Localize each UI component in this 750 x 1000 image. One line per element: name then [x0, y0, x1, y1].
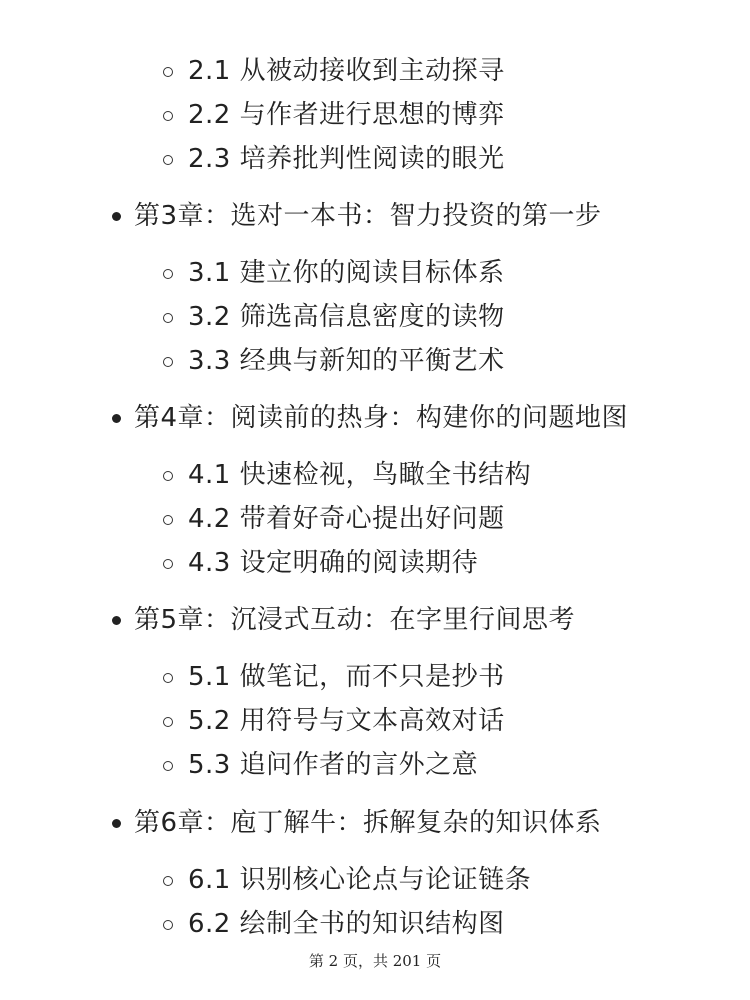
bullet-disc-icon: [112, 819, 121, 828]
toc-item-label: 2.3 培养批判性阅读的眼光: [188, 144, 505, 174]
bullet-disc-icon: [112, 414, 121, 423]
bullet-circle-icon: [163, 357, 173, 367]
toc-item-label: 5.3 追问作者的言外之意: [188, 750, 479, 780]
toc-item-label: 5.2 用符号与文本高效对话: [188, 706, 505, 736]
bullet-circle-icon: [163, 111, 173, 121]
bullet-circle-icon: [163, 67, 173, 77]
toc-item-label: 第6章：庖丁解牛：拆解复杂的知识体系: [134, 808, 602, 838]
bullet-circle-icon: [163, 920, 173, 930]
toc-item-label: 3.2 筛选高信息密度的读物: [188, 302, 505, 332]
bullet-disc-icon: [112, 212, 121, 221]
toc-item-label: 第4章：阅读前的热身：构建你的问题地图: [134, 403, 629, 433]
bullet-circle-icon: [163, 761, 173, 771]
toc-item-label: 第5章：沉浸式互动：在字里行间思考: [134, 605, 576, 635]
toc-item-label: 2.1 从被动接收到主动探寻: [188, 56, 505, 86]
toc-item-label: 第3章：选对一本书：智力投资的第一步: [134, 201, 602, 231]
toc-item-label: 3.1 建立你的阅读目标体系: [188, 258, 505, 288]
toc-item-label: 2.2 与作者进行思想的博弈: [188, 100, 505, 130]
toc-item-label: 4.1 快速检视，鸟瞰全书结构: [188, 460, 532, 490]
bullet-circle-icon: [163, 471, 173, 481]
bullet-circle-icon: [163, 155, 173, 165]
bullet-circle-icon: [163, 269, 173, 279]
bullet-circle-icon: [163, 717, 173, 727]
toc-item-label: 4.3 设定明确的阅读期待: [188, 548, 479, 578]
bullet-disc-icon: [112, 616, 121, 625]
toc-item-label: 5.1 做笔记，而不只是抄书: [188, 662, 505, 692]
bullet-circle-icon: [163, 515, 173, 525]
bullet-circle-icon: [163, 673, 173, 683]
bullet-circle-icon: [163, 559, 173, 569]
bullet-circle-icon: [163, 876, 173, 886]
toc-item-label: 4.2 带着好奇心提出好问题: [188, 504, 505, 534]
toc-item-label: 6.2 绘制全书的知识结构图: [188, 909, 505, 939]
toc-item-label: 3.3 经典与新知的平衡艺术: [188, 346, 505, 376]
bullet-circle-icon: [163, 313, 173, 323]
page-footer: 第 2 页，共 201 页: [308, 952, 442, 970]
toc-item-label: 6.1 识别核心论点与论证链条: [188, 865, 532, 895]
